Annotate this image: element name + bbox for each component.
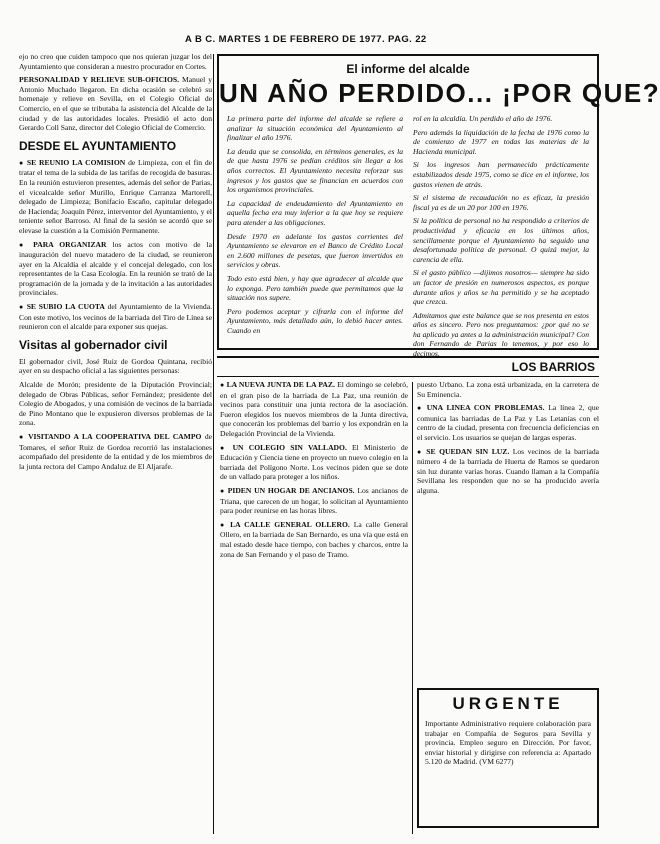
news-brief [417, 447, 599, 496]
news-brief [19, 240, 212, 299]
paragraph: Si el sistema de recaudación no es eficaz, la presión fiscal ya es de un 20 por 100 en 1976. [413, 193, 589, 212]
section-title-visitas: Visitas al gobernador civil [19, 337, 168, 352]
paragraph: Admitamos que este balance que se nos presenta en estos años es sincero. Pero nos preguntamos: ¿por qué no se ha aplicado ya antes a la administración municipal? Con don Fernando de Parias lo tenemos, y por eso lo decimos. [413, 310, 589, 359]
brief-title: PIDEN UN HOGAR DE ANCIANOS. [227, 485, 355, 495]
paragraph-text: Manuel y Antonio Muchado llegaron. En dicha ocasión se celebró su homenaje y relieve en Sevilla, en el Colegio Oficial de Comercio, en el que se tributaba la asistencia del Alcalde de la ciudad y de las autoridades locales. Presidió el acto don Gerardo Coll Sanz, director del Colegio Oficial de Comercio. [19, 75, 212, 133]
section-title-ayuntamiento: DESDE EL AYUNTAMIENTO [19, 138, 177, 153]
paragraph: Desde 1970 en adelante los gastos corrientes del Ayuntamiento se elevaron en el Banco de Crédito Local en 2.600 millones de pesetas, que fueron invertidos en servicios y obras. [227, 231, 403, 270]
brief-text: los actos con motivo de la inauguración del nuevo matadero de la ciudad, se reunieron ayer en la Alcaldía el alcalde y el concejal delegado, con los representantes de la Casa Ecología. En la reunión se trató de la programación de la jornada y de la invitación a las autoridades provinciales. [19, 239, 212, 298]
column-rule [412, 382, 413, 834]
brief-text: La línea 2, que comunica las barriadas de La Paz y Las Letanías con el centro de la ciudad, presenta con frecuencia deficiencias en el servicio. Los usuarios se quejan de largas esperas. [417, 403, 600, 442]
brief-title: VISITANDO A LA COOPERATIVA DEL CAMPO [28, 432, 202, 441]
paragraph: ejo no creo que cuiden tampoco que nos quieran juzgar los del Ayuntamiento que consideran a nuestro procurador en Cortes. [19, 52, 212, 71]
brief-title: UN COLEGIO SIN VALLADO. [232, 442, 347, 452]
paragraph: El gobernador civil, José Ruiz de Gordoa Quintana, recibió ayer en su despacho oficial a las siguientes personas: [19, 356, 212, 376]
paragraph: La primera parte del informe del alcalde se refiere a analizar la situación económica del Ayuntamiento al finalizar el año 1976. [227, 114, 403, 143]
paragraph: Si los ingresos han permanecido prácticamente estabilizados desde 1975, como se dice en el informe, los gastos vienen de atrás. [413, 160, 589, 189]
news-brief [220, 443, 408, 482]
brief-text: El domingo se celebró, en el gran piso de la barriada de La Paz, una reunión de vecinos para constituir una junta rectora de la asociación. Fueron elegidos los nuevos miembros de la Junta directiva, que conocerán los problemas del barrio y los expondrán en la Delegación Provincial de la Vivienda. [220, 380, 408, 438]
paragraph-title: PERSONALIDAD Y RELIEVE SUB-OFICIOS. [19, 75, 180, 85]
news-brief [417, 403, 599, 442]
feature-column-left [227, 114, 403, 342]
feature-headline: UN AÑO PERDIDO... ¡POR QUE? [219, 78, 660, 108]
urgente-title: URGENTE [452, 694, 564, 713]
news-brief [220, 520, 408, 559]
urgente-ad [417, 688, 599, 828]
paragraph: rol en la alcaldía. Un perdido el año de 1976. [413, 114, 553, 123]
feature-column-right [413, 114, 589, 359]
section-title-barrios: LOS BARRIOS [217, 356, 599, 377]
barrios-column-right [417, 380, 599, 682]
brief-text: La calle General Ollero, en la barriada de San Bernardo, es una vía que está en mal estado desde hace tiempo, con baches y charcos, entre la zona de San Fernando y el paso de Tramo. [220, 519, 408, 559]
paragraph: Pero podemos aceptar y cifrarla con el informe del Ayuntamiento, más detallado aún, lo debió hacer antes. Cuando en [227, 306, 403, 335]
page-header: A B C. MARTES 1 DE FEBRERO DE 1977. PAG. 22 [185, 34, 427, 45]
feature-kicker: El informe del alcalde [346, 62, 470, 76]
brief-text: Los ancianos de Triana, que carecen de un hogar, lo solicitan al Ayuntamiento para poder reunirse en las horas libres. [220, 485, 409, 516]
news-brief [19, 158, 212, 236]
brief-title: LA NUEVA JUNTA DE LA PAZ. [226, 380, 335, 389]
feature-columns [227, 114, 589, 359]
paragraph: La capacidad de endeudamiento del Ayuntamiento en aquella fecha era muy inferior a la que hoy se requiere para atender a las obligaciones. [227, 198, 403, 227]
brief-text: de Tomares, el señor Ruiz de Gordoa recorrió las instalaciones acompañado del presidente de la entidad y de los miembros de la junta rectora del Campo Andaluz de El Aljarafe. [19, 432, 212, 471]
paragraph [19, 75, 212, 133]
paragraph: Todo esto está bien, y hay que agradecer al alcalde que lo exponga. Pero también puede que permitamos que la situación nos supere. [227, 273, 403, 303]
brief-title: UNA LINEA CON PROBLEMAS. [426, 403, 545, 413]
paragraph: puesto Urbano. La zona está urbanizada, en la carretera de Su Eminencia. [417, 380, 599, 399]
news-brief [220, 380, 408, 439]
urgente-text: Importante Administrativo requiere colaboración para trabajar en Compañía de Seguros para Sevilla y provincia. Empleo seguro en Dirección. Por favor, enviar historial y dirigirse con referencia a: Apartado 5.120 de Madrid. (VM 6277) [425, 719, 591, 767]
brief-text: del Ayuntamiento de la Vivienda. Con este motivo, los vecinos de la barriada del Tiro de Línea se reunieron con el alcalde para exponer sus quejas. [19, 302, 212, 332]
brief-title: LA CALLE GENERAL OLLERO. [230, 519, 350, 529]
news-brief [19, 302, 212, 332]
brief-title: SE REUNIO LA COMISION [26, 157, 126, 167]
brief-text: El Ministerio de Educación y Ciencia tiene en proyecto un nuevo colegio en la barriada del Polígono Norte. Los vecinos piden que se dote de un vallado para proteger a los niños. [220, 442, 408, 482]
barrios-column-left [220, 380, 408, 835]
feature-box [217, 54, 660, 359]
paragraph: Si el gasto público —dijimos nosotros— siempre ha sido un factor de presión en numerosos aspectos, es porque durante años y años se ha permitido y se ha aceptado que crezca. [413, 268, 589, 307]
column-rule [213, 54, 214, 834]
brief-text: Los vecinos de la barriada número 4 de la barriada de Huerta de Ramos se quedaron sin luz durante varias horas. Cuando llaman a la Compañía Sevillana les responden que no se ha producido avería alguna. [417, 446, 599, 495]
paragraph: Alcalde de Morón; presidente de la Diputación Provincial; delegado de Obras Públicas, señor Fernández; presidente del Colegio de Abogados, y una comisión de vecinos de la barriada de Pino Montano que le expusieron diversos problemas de la zona. [19, 380, 212, 428]
news-brief [220, 486, 408, 516]
paragraph: Pero además la liquidación de la fecha de 1976 como la de comienzo de 1977 en todas las materias de la Hacienda municipal. [413, 127, 589, 156]
news-brief [19, 432, 212, 471]
brief-text: de Limpieza, con el fin de tratar el tema de la subida de las tarifas de recogida de basuras. En la reunión estuvieron presentes, además del señor de Parias, el vicealcalde señor Murillo, Enrique Carranza Martorell, delegado de Limpieza; Bonifacio Escaño, capitular delegado de Hacienda; Joaquín Pérez, interventor del Ayuntamiento, y el teniente señor Barroso. Al final de la sesión se acordó que se elevase la cuestión a la Comisión Permanente. [19, 157, 212, 235]
brief-title: SE SUBIO LA CUOTA [26, 302, 105, 312]
paragraph: La deuda que se consolida, en términos generales, es la de que hasta 1976 se pedían créditos sin llegar a los años correctos. El Ayuntamiento necesita reforzar sus ingresos y los gastos que se financian en acuerdos con los organismos provinciales. [227, 146, 403, 195]
brief-title: PARA ORGANIZAR [33, 239, 107, 249]
paragraph: Si la política de personal no ha respondido a criterios de productividad y eficacia en los últimos años, sencillamente porque el Ayuntamiento ha seguido una desafortunada política de personal. O quizá mejor, la carencia de ella. [413, 216, 589, 264]
brief-title: SE QUEDAN SIN LUZ. [426, 446, 510, 456]
left-column [19, 52, 212, 837]
